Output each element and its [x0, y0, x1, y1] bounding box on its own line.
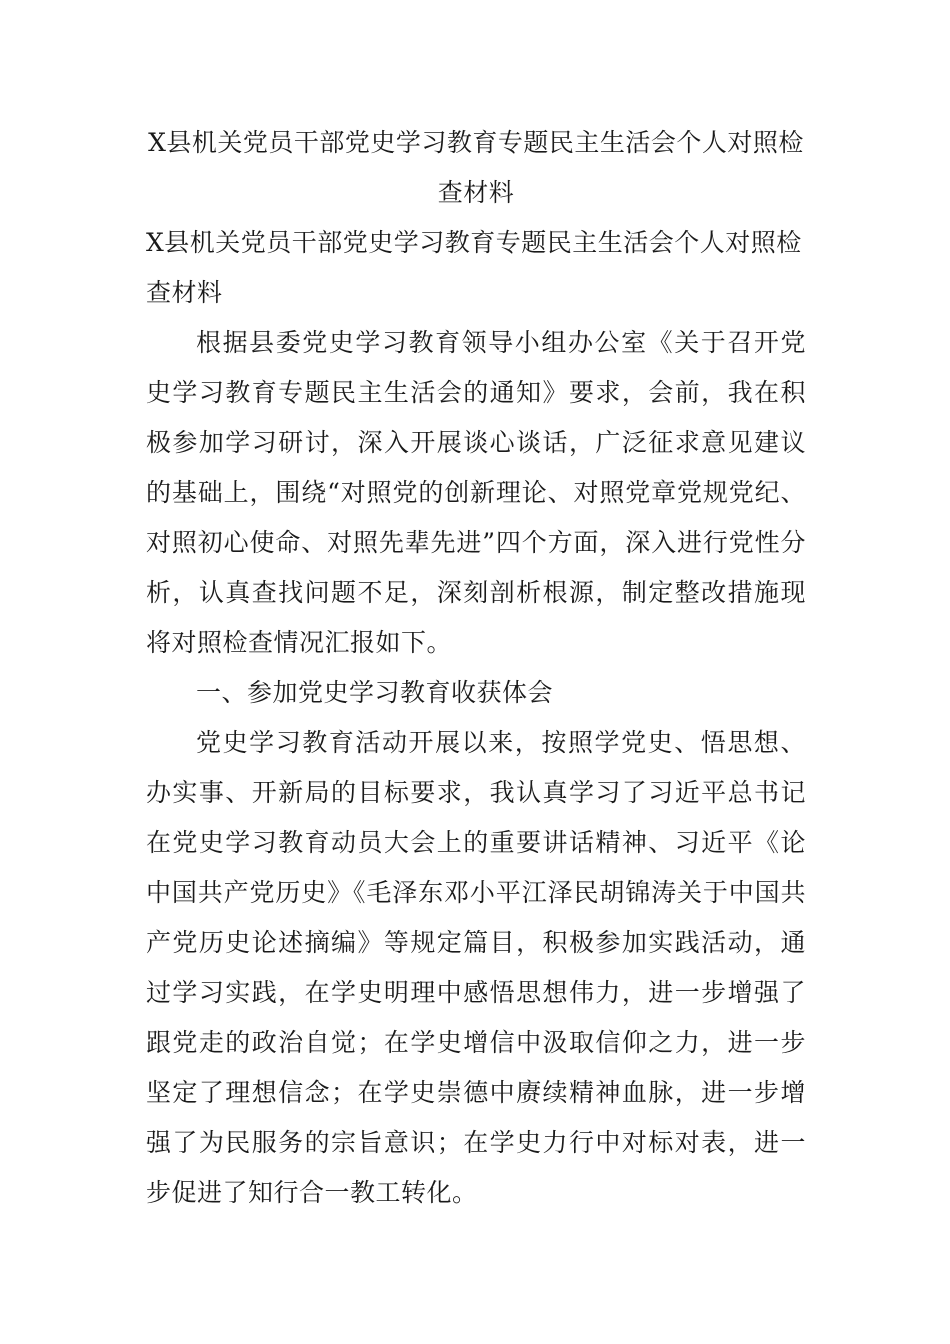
document-title: X县机关党员干部党史学习教育专题民主生活会个人对照检查材料	[148, 128, 804, 207]
section1-heading: 一、参加党史学习教育收获体会	[196, 678, 554, 707]
document-title-repeat: X县机关党员干部党史学习教育专题民主生活会个人对照检查材料	[146, 228, 802, 307]
document-page	[146, 118, 806, 1218]
section1-paragraph: 党史学习教育活动开展以来，按照学党史、悟思想、办实事、开新局的目标要求，我认真学习了习近平总书记在党史学习教育动员大会上的重要讲话精神、习近平《论中国共产党历史》《毛泽东邓小平江泽民胡锦涛关于中国共产党历史论述摘编》等规定篇目，积极参加实践活动，通过学习实践，在学史明理中感悟思想伟力，进一步增强了跟党走的政治自觉；在学史增信中汲取信仰之力，进一步坚定了理想信念；在学史崇德中赓续精神血脉，进一步增强了为民服务的宗旨意识；在学史力行中对标对表，进一步促进了知行合一教工转化。	[146, 728, 806, 1207]
intro-paragraph: 根据县委党史学习教育领导小组办公室《关于召开党史学习教育专题民主生活会的通知》要求，会前，我在积极参加学习研讨，深入开展谈心谈话，广泛征求意见建议的基础上，围绕“对照党的创新理论、对照党章党规党纪、对照初心使命、对照先辈先进”四个方面，深入进行党性分析，认真查找问题不足，深刻剖析根源，制定整改措施现将对照检查情况汇报如下。	[146, 328, 806, 657]
